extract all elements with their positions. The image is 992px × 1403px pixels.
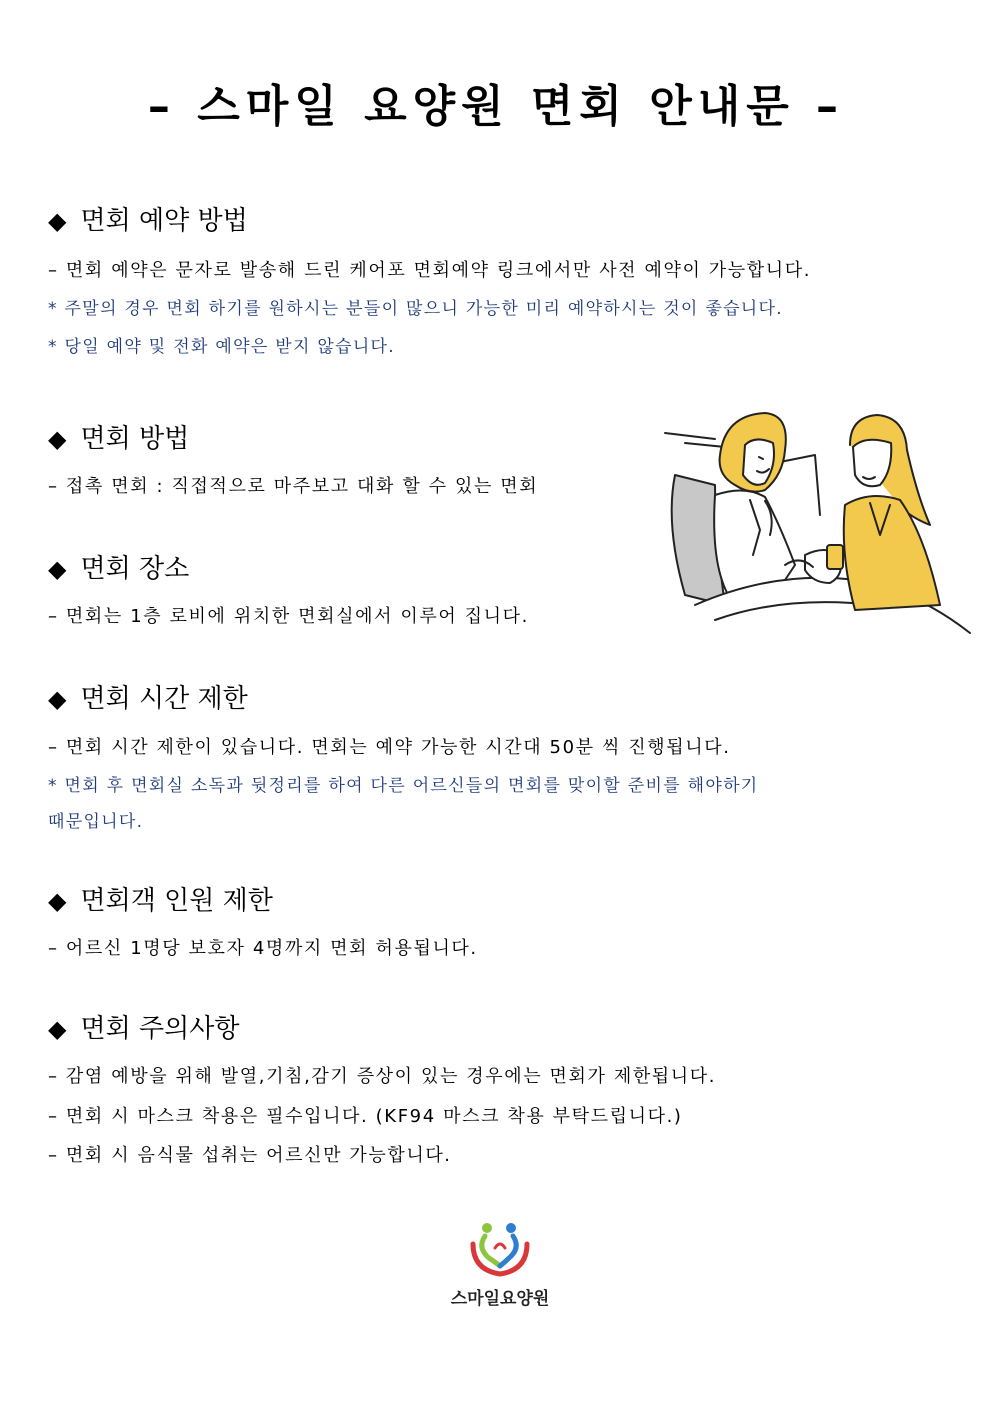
section-heading-label: 면회객 인원 제한 <box>80 886 273 916</box>
body-line: – 감염 예방을 위해 발열,기침,감기 증상이 있는 경우에는 면회가 제한됩니다. <box>48 1066 717 1087</box>
diamond-bullet-icon: ◆ <box>48 685 67 713</box>
section-heading-label: 면회 방법 <box>80 424 190 454</box>
section-heading-label: 면회 예약 방법 <box>80 206 248 236</box>
body-line: – 면회 시 음식물 섭취는 어르신만 가능합니다. <box>48 1145 452 1166</box>
body-line: – 면회 예약은 문자로 발송해 드린 케어포 면회예약 링크에서만 사전 예약이 가능합니다. <box>48 260 812 281</box>
diamond-bullet-icon: ◆ <box>48 887 67 915</box>
diamond-bullet-icon: ◆ <box>48 555 67 583</box>
section-heading-time-limit <box>48 678 248 715</box>
section-heading-label: 면회 주의사항 <box>80 1014 240 1044</box>
body-line: – 면회는 1층 로비에 위치한 면회실에서 이루어 집니다. <box>48 606 529 627</box>
section-heading-method <box>48 418 189 455</box>
section-heading-visitor-limit <box>48 880 273 917</box>
note-line: * 주말의 경우 면회 하기를 원하시는 분들이 많으니 가능한 미리 예약하시는 것이 좋습니다. <box>48 299 783 319</box>
body-line: – 어르신 1명당 보호자 4명까지 면회 허용됩니다. <box>48 938 478 959</box>
logo-name: 스마일요양원 <box>450 1289 550 1309</box>
note-line: 때문입니다. <box>48 812 144 832</box>
page-title: – 스마일 요양원 면회 안내문 – <box>147 81 845 132</box>
note-line: * 당일 예약 및 전화 예약은 받지 않습니다. <box>48 337 395 357</box>
body-line: – 면회 시간 제한이 있습니다. 면회는 예약 가능한 시간대 50분 씩 진행됩니다. <box>48 737 731 758</box>
diamond-bullet-icon: ◆ <box>48 425 67 453</box>
diamond-bullet-icon: ◆ <box>48 207 67 235</box>
section-heading-precautions <box>48 1008 239 1045</box>
caregiver-illustration-icon <box>655 405 975 645</box>
section-heading-reservation <box>48 200 248 237</box>
body-line: – 접촉 면회 : 직접적으로 마주보고 대화 할 수 있는 면회 <box>48 476 539 497</box>
note-line: * 면회 후 면회실 소독과 뒷정리를 하여 다른 어르신들의 면회를 맞이할 준비를 해야하기 <box>48 776 759 796</box>
logo <box>430 1218 570 1318</box>
caregiver-visiting-elder-illustration <box>655 405 975 645</box>
section-heading-label: 면회 장소 <box>80 554 190 584</box>
diamond-bullet-icon: ◆ <box>48 1015 67 1043</box>
heart-people-logo-icon <box>465 1218 535 1278</box>
section-heading-label: 면회 시간 제한 <box>80 684 248 714</box>
body-line: – 면회 시 마스크 착용은 필수입니다. (KF94 마스크 착용 부탁드립니다.) <box>48 1106 683 1127</box>
section-heading-location <box>48 548 189 585</box>
